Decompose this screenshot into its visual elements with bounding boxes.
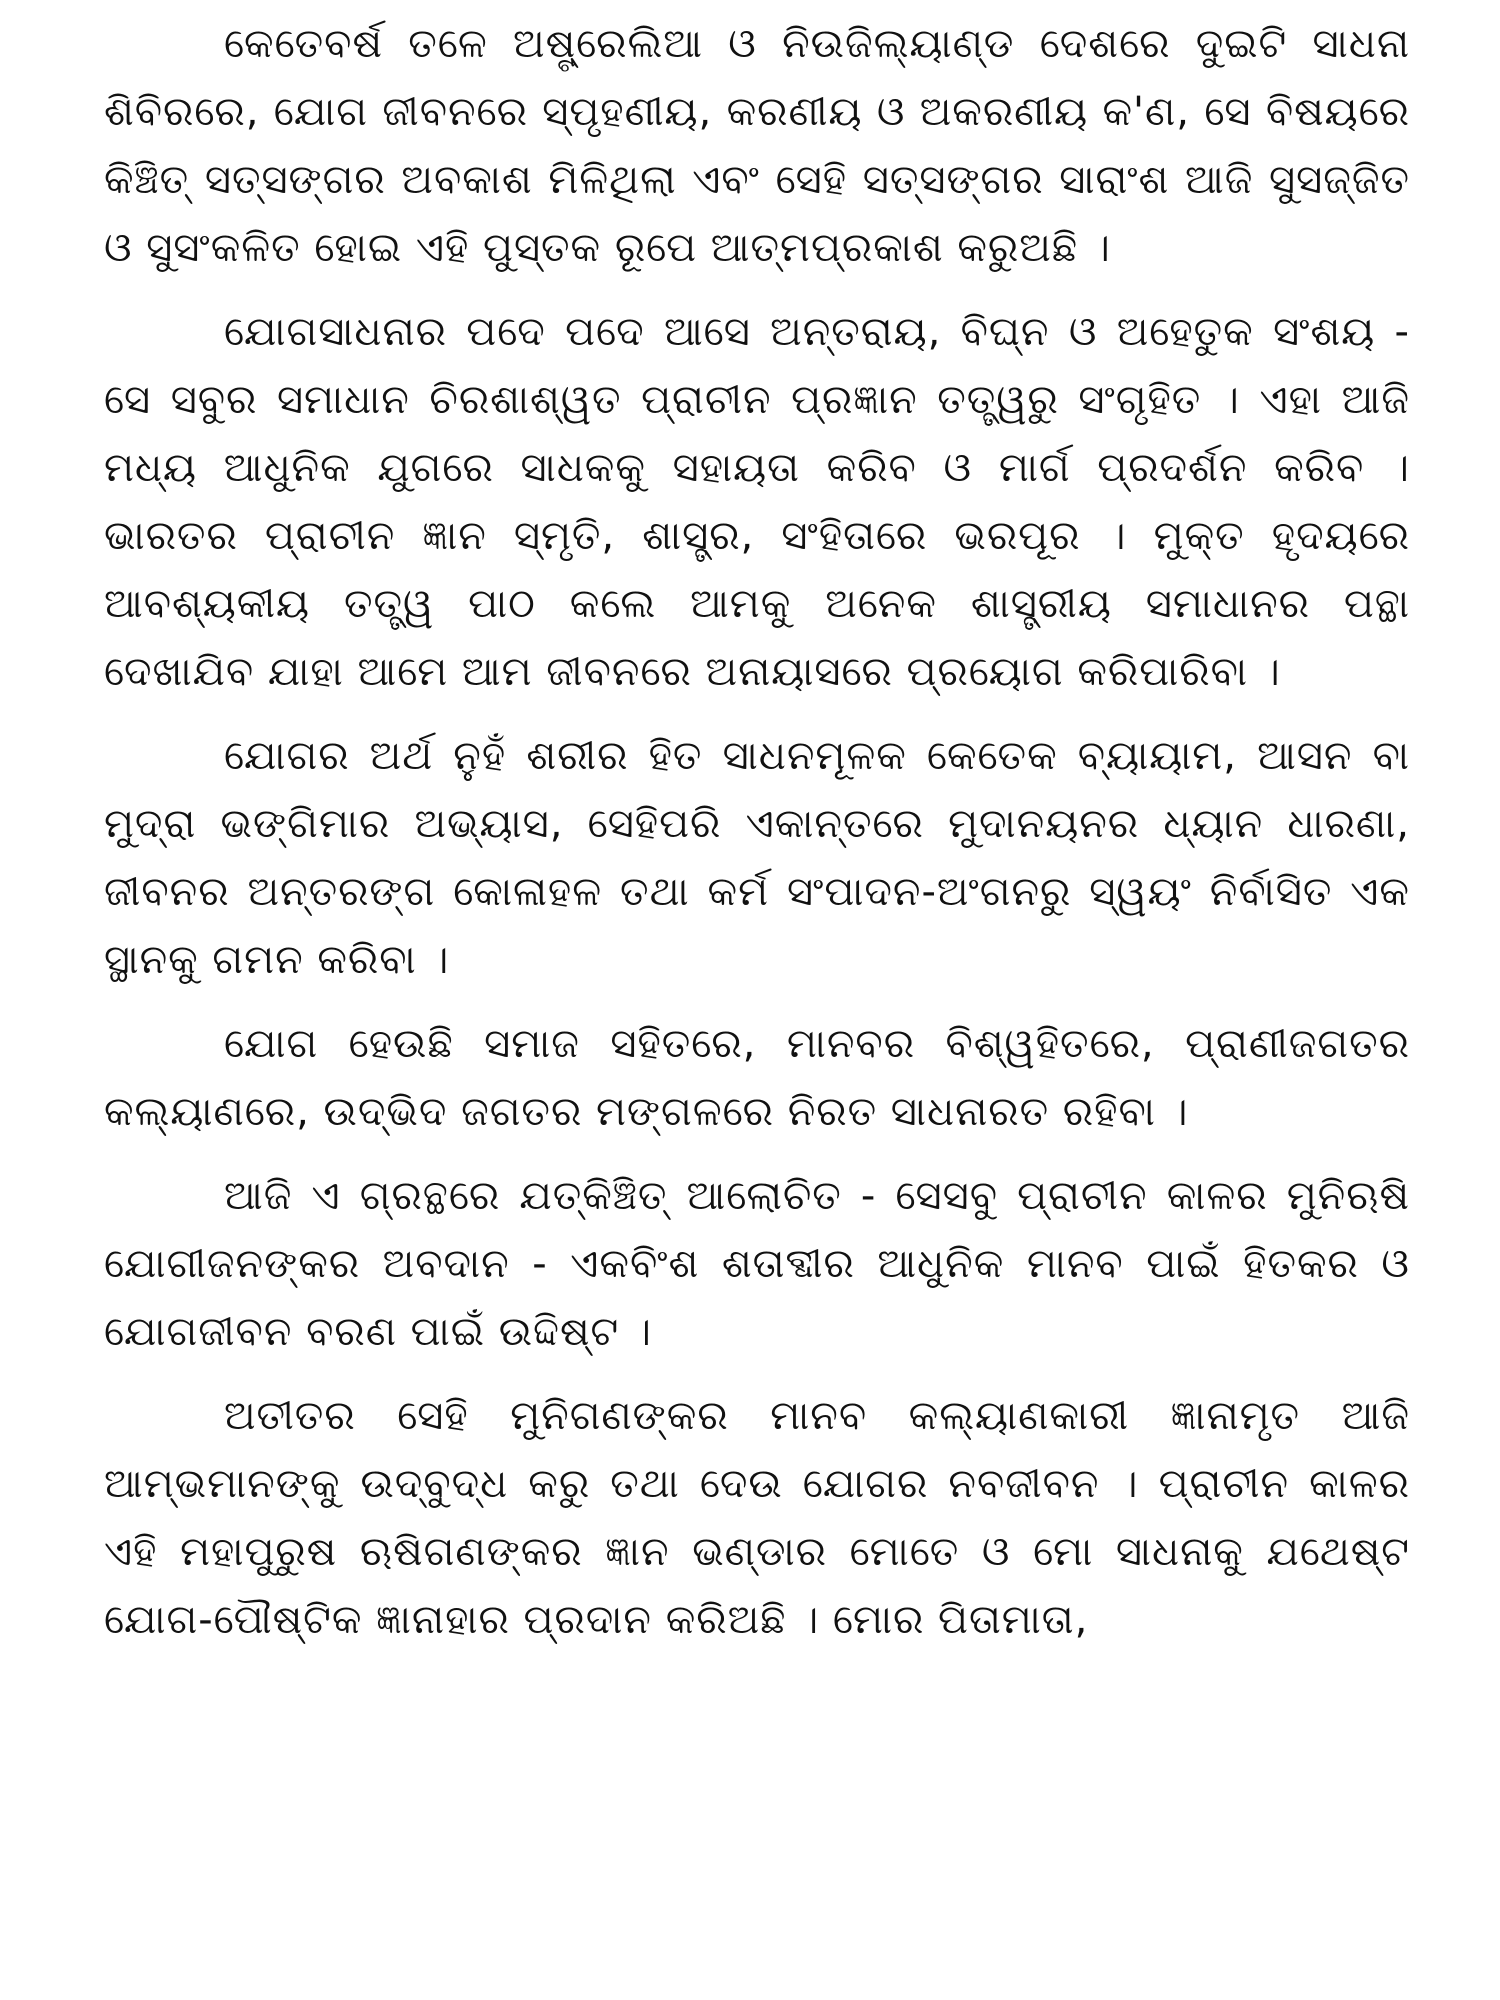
paragraph-4: ଯୋଗ ହେଉଛି ସମାଜ ସହିତରେ, ମାନବର ବିଶ୍ୱହିତରେ, ପ୍ରାଣୀଜଗତର କଲ୍ୟାଣରେ, ଉଦ୍ଭିଦ ଜଗତର ମଙ୍ଗଳରେ ନିରତ ସାଧନାରତ ରହିବା । — [104, 1021, 1410, 1135]
paragraph-6: ଅତୀତର ସେହି ମୁନିଗଣଙ୍କର ମାନବ କଲ୍ୟାଣକାରୀ ଜ୍ଞାନାମୃତ ଆଜି ଆମ୍ଭମାନଙ୍କୁ ଉଦ୍‌ବୁଦ୍ଧ କରୁ ତଥା ଦେଉ ଯୋଗର ନବଜୀବନ । ପ୍ରାଚୀନ କାଳର ଏହି ମହାପୁରୁଷ ଋଷିଗଣଙ୍କର ଜ୍ଞାନ ଭଣ୍ଡାର ମୋତେ ଓ ମୋ ସାଧନାକୁ ଯଥେଷ୍ଟ ଯୋଗ-ପୌଷ୍ଟିକ ଜ୍ଞାନାହାର ପ୍ରଦାନ କରିଅଛି । ମୋର ପିତାମାତା, — [104, 1393, 1410, 1643]
paragraph-5: ଆଜି ଏ ଗ୍ରନ୍ଥରେ ଯତ୍‌କିଞ୍ଚିତ୍ ଆଲୋଚିତ - ସେସବୁ ପ୍ରାଚୀନ କାଳର ମୁନିଋଷି ଯୋଗୀଜନଙ୍କର ଅବଦାନ - ଏକବିଂଶ ଶତାବ୍ଦୀର ଆଧୁନିକ ମାନବ ପାଇଁ ହିତକର ଓ ଯୋଗଜୀବନ ବରଣ ପାଇଁ ଉଦ୍ଦିଷ୍ଟ । — [104, 1173, 1410, 1355]
paragraph-2: ଯୋଗସାଧନାର ପଦେ ପଦେ ଆସେ ଅନ୍ତରାୟ, ବିଘ୍ନ ଓ ଅହେତୁକ ସଂଶୟ - ସେ ସବୁର ସମାଧାନ ଚିରଶାଶ୍ୱତ ପ୍ରାଚୀନ ପ୍ରଜ୍ଞାନ ତତ୍ତ୍ୱରୁ ସଂଗୃହିତ । ଏହା ଆଜି ମଧ୍ୟ ଆଧୁନିକ ଯୁଗରେ ସାଧକକୁ ସହାୟତା କରିବ ଓ ମାର୍ଗ ପ୍ରଦର୍ଶନ କରିବ । ଭାରତର ପ୍ରାଚୀନ ଜ୍ଞାନ ସ୍ମୃତି, ଶାସ୍ତ୍ର, ସଂହିତାରେ ଭରପୂର । ମୁକ୍ତ ହୃଦୟରେ ଆବଶ୍ୟକୀୟ ତତ୍ତ୍ୱ ପାଠ କଲେ ଆମକୁ ଅନେକ ଶାସ୍ତ୍ରୀୟ ସମାଧାନର ପନ୍ଥା ଦେଖାଯିବ ଯାହା ଆମେ ଆମ ଜୀବନରେ ଅନାୟାସରେ ପ୍ରୟୋଗ କରିପାରିବା । — [104, 309, 1410, 695]
paragraph-1: କେତେବର୍ଷ ତଳେ ଅଷ୍ଟ୍ରେଲିଆ ଓ ନିଉଜିଲ୍ୟାଣ୍ଡ ଦେଶରେ ଦୁଇଟି ସାଧନା ଶିବିରରେ, ଯୋଗ ଜୀବନରେ ସ୍ପୃହଣୀୟ, କରଣୀୟ ଓ ଅକରଣୀୟ କ'ଣ, ସେ ବିଷୟରେ କିଞ୍ଚିତ୍ ସତ୍‌ସଙ୍ଗର ଅବକାଶ ମିଳିଥିଲା ଏବଂ ସେହି ସତ୍‌ସଙ୍ଗର ସାରାଂଶ ଆଜି ସୁସଜ୍ଜିତ ଓ ସୁସଂକଳିତ ହୋଇ ଏହି ପୁସ୍ତକ ରୂପେ ଆତ୍ମପ୍ରକାଶ କରୁଅଛି । — [104, 21, 1410, 271]
paragraph-3: ଯୋଗର ଅର୍ଥ ନୁହଁ ଶରୀର ହିତ ସାଧନମୂଳକ କେତେକ ବ୍ୟାୟାମ, ଆସନ ବା ମୁଦ୍ରା ଭଙ୍ଗିମାର ଅଭ୍ୟାସ, ସେହିପରି ଏକାନ୍ତରେ ମୁଦାନୟନର ଧ୍ୟାନ ଧାରଣା, ଜୀବନର ଅନ୍ତରଙ୍ଗ କୋଳାହଳ ତଥା କର୍ମ ସଂପାଦନ-ଅଂଗନରୁ ସ୍ୱୟଂ ନିର୍ବାସିତ ଏକ ସ୍ଥାନକୁ ଗମନ କରିବା । — [104, 733, 1410, 983]
